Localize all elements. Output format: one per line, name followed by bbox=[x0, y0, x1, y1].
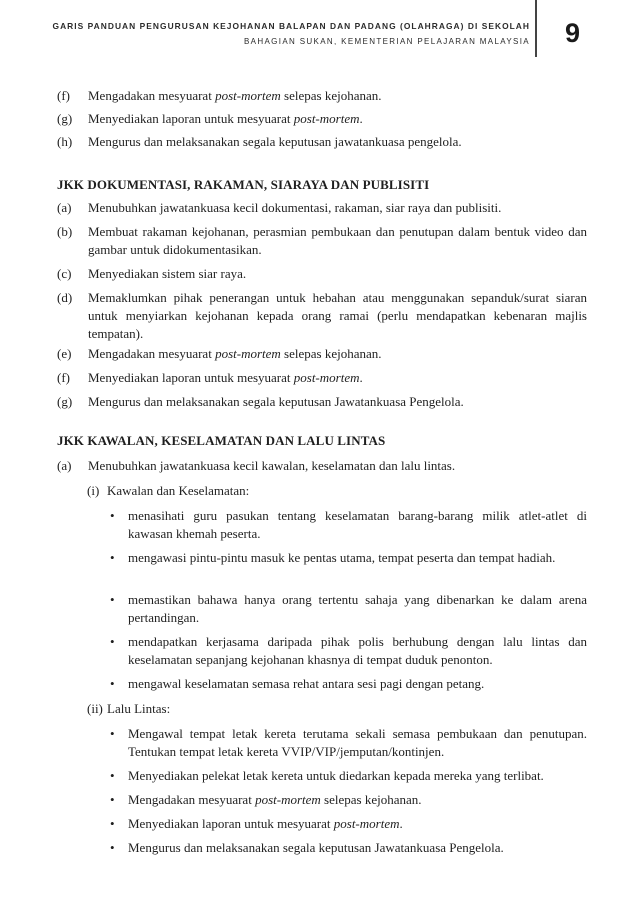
bullet-item bbox=[57, 815, 587, 833]
list-item bbox=[57, 265, 587, 283]
item-label: (a) bbox=[57, 200, 72, 215]
item-text: Mengadakan mesyuarat post-mortem selepas kejohanan. bbox=[88, 88, 382, 103]
item-text: Menyediakan sistem siar raya. bbox=[88, 266, 247, 281]
header-subtitle: BAHAGIAN SUKAN, KEMENTERIAN PELAJARAN MALAYSIA bbox=[243, 37, 530, 46]
page-header bbox=[0, 0, 638, 60]
sub-item-label: (i) bbox=[87, 483, 100, 498]
bullet-text: mengawasi pintu-pintu masuk ke pentas utama, tempat peserta dan tempat hadiah. bbox=[128, 550, 556, 565]
page-number: 9 bbox=[565, 18, 581, 48]
sub-item-text: Kawalan dan Keselamatan: bbox=[107, 483, 250, 498]
item-label: (d) bbox=[57, 290, 73, 305]
item-text: Menyediakan laporan untuk mesyuarat post-mortem. bbox=[88, 370, 363, 385]
item-label: (g) bbox=[57, 394, 73, 409]
list-item bbox=[57, 369, 587, 387]
bullet-item bbox=[57, 507, 587, 543]
bullet-icon: • bbox=[110, 508, 115, 523]
sub-item bbox=[57, 700, 587, 718]
bullet-item bbox=[57, 549, 587, 567]
bullet-icon: • bbox=[110, 726, 115, 741]
bullet-text: Menyediakan pelekat letak kereta untuk diedarkan kepada mereka yang terlibat. bbox=[128, 768, 544, 783]
list-item bbox=[57, 393, 587, 411]
item-text: Mengadakan mesyuarat post-mortem selepas kejohanan. bbox=[88, 346, 382, 361]
item-text: Membuat rakaman kejohanan, perasmian pembukaan dan penutupan dalam bentuk video dan gambar untuk didokumentasikan. bbox=[88, 224, 587, 257]
item-text: Memaklumkan pihak penerangan untuk hebahan atau menggunakan sepanduk/surat siaran untuk menyiarkan kejohanan kepada orang ramai (perlu mendapatkan kebenaran majlis tempatan). bbox=[88, 290, 587, 341]
header-divider bbox=[535, 0, 537, 57]
list-item bbox=[57, 223, 587, 259]
header-title: GARIS PANDUAN PENGURUSAN KEJOHANAN BALAPAN DAN PADANG (OLAHRAGA) DI SEKOLAH bbox=[52, 21, 530, 31]
bullet-icon: • bbox=[110, 592, 115, 607]
bullet-text: Mengurus dan melaksanakan segala keputusan Jawatankuasa Pengelola. bbox=[128, 840, 504, 855]
list-item bbox=[57, 199, 587, 217]
bullet-text: mendapatkan kerjasama daripada pihak polis berhubung dengan lalu lintas dan keselamatan sepanjang kejohanan khasnya di tempat duduk penonton. bbox=[128, 634, 587, 667]
section-heading: JKK DOKUMENTASI, RAKAMAN, SIARAYA DAN PUBLISITI bbox=[57, 177, 430, 192]
item-text: Mengurus dan melaksanakan segala keputusan Jawatankuasa Pengelola. bbox=[88, 394, 464, 409]
list-item bbox=[57, 133, 587, 151]
bullet-icon: • bbox=[110, 768, 115, 783]
bullet-text: Menyediakan laporan untuk mesyuarat post-mortem. bbox=[128, 816, 403, 831]
item-text: Menubuhkan jawatankuasa kecil kawalan, keselamatan dan lalu lintas. bbox=[88, 458, 456, 473]
item-text: Menyediakan laporan untuk mesyuarat post-mortem. bbox=[88, 111, 363, 126]
bullet-item bbox=[57, 791, 587, 809]
bullet-item bbox=[57, 633, 587, 669]
item-text: Menubuhkan jawatankuasa kecil dokumentasi, rakaman, siar raya dan publisiti. bbox=[88, 200, 502, 215]
item-label: (b) bbox=[57, 224, 73, 239]
item-label: (f) bbox=[57, 88, 70, 103]
list-item bbox=[57, 87, 587, 105]
item-label: (g) bbox=[57, 111, 73, 126]
bullet-icon: • bbox=[110, 550, 115, 565]
bullet-icon: • bbox=[110, 840, 115, 855]
bullet-text: Mengawal tempat letak kereta terutama sekali semasa pembukaan dan penutupan. Tentukan tempat letak kereta VVIP/VIP/jemputan/kontinjen. bbox=[128, 726, 587, 759]
bullet-item bbox=[57, 725, 587, 761]
bullet-text: Mengadakan mesyuarat post-mortem selepas kejohanan. bbox=[128, 792, 422, 807]
list-item bbox=[57, 345, 587, 363]
item-label: (c) bbox=[57, 266, 72, 281]
sub-item-text: Lalu Lintas: bbox=[107, 701, 171, 716]
item-label: (f) bbox=[57, 370, 70, 385]
bullet-item bbox=[57, 591, 587, 627]
list-item bbox=[57, 289, 587, 343]
list-item bbox=[57, 457, 587, 475]
item-label: (e) bbox=[57, 346, 72, 361]
bullet-text: menasihati guru pasukan tentang keselamatan barang-barang milik atlet-atlet di kawasan khemah peserta. bbox=[128, 508, 587, 541]
bullet-text: mengawal keselamatan semasa rehat antara sesi pagi dengan petang. bbox=[128, 676, 485, 691]
item-text: Mengurus dan melaksanakan segala keputusan jawatankuasa pengelola. bbox=[88, 134, 462, 149]
bullet-icon: • bbox=[110, 634, 115, 649]
bullet-item bbox=[57, 767, 587, 785]
section-heading: JKK KAWALAN, KESELAMATAN DAN LALU LINTAS bbox=[57, 433, 386, 448]
sub-item bbox=[57, 482, 587, 500]
bullet-item bbox=[57, 839, 587, 857]
bullet-icon: • bbox=[110, 816, 115, 831]
bullet-icon: • bbox=[110, 676, 115, 691]
bullet-text: memastikan bahawa hanya orang tertentu sahaja yang dibenarkan ke dalam arena pertandingan. bbox=[128, 592, 587, 625]
sub-item-label: (ii) bbox=[87, 701, 103, 716]
item-label: (h) bbox=[57, 134, 73, 149]
bullet-icon: • bbox=[110, 792, 115, 807]
item-label: (a) bbox=[57, 458, 72, 473]
bullet-item bbox=[57, 675, 587, 693]
list-item bbox=[57, 110, 587, 128]
